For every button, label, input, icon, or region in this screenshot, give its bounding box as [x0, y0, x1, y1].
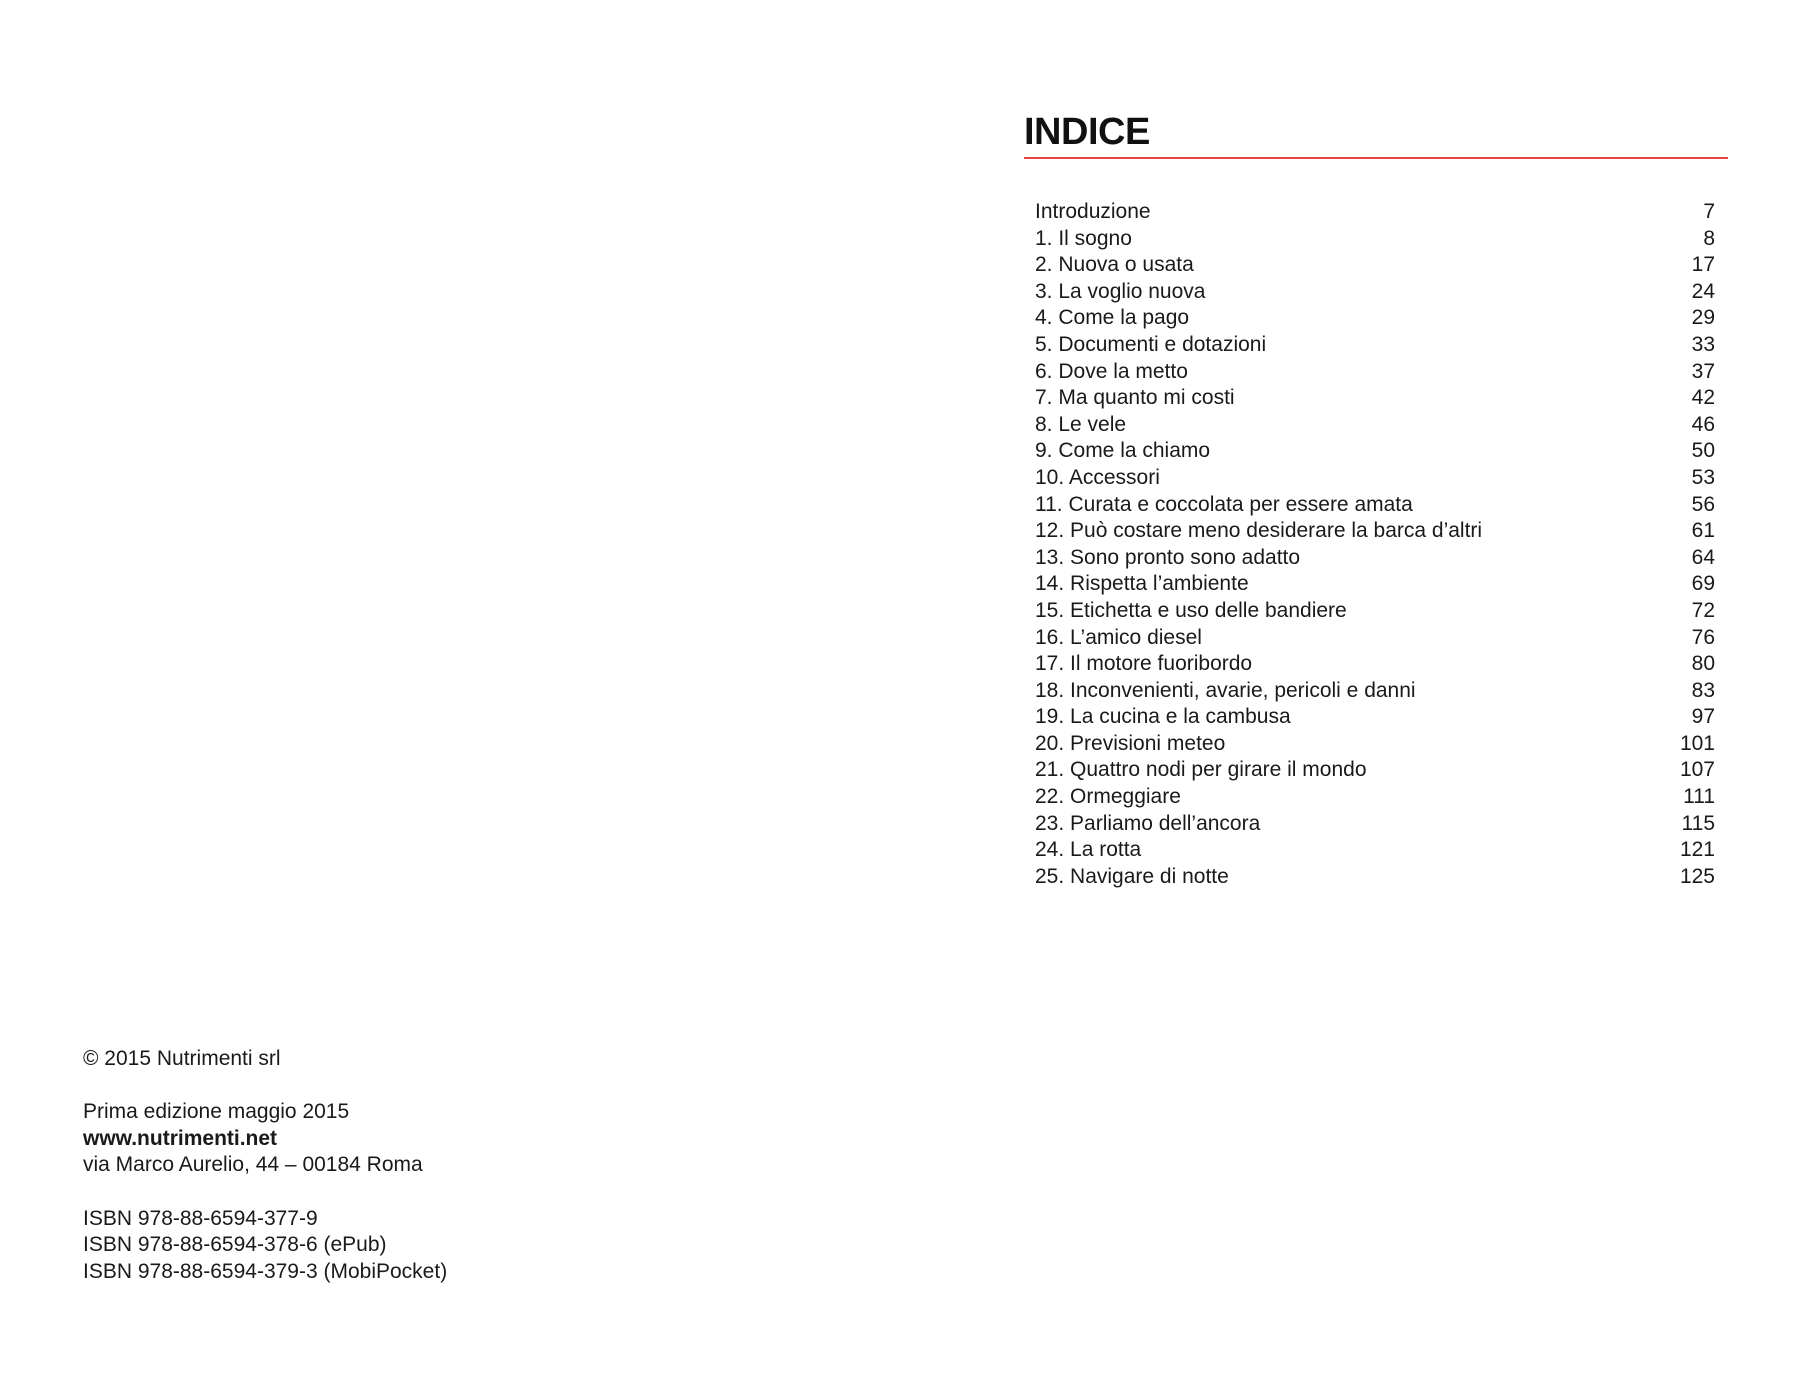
- toc-entry-label: 18. Inconvenienti, avarie, pericoli e danni: [1035, 678, 1416, 702]
- toc-entry-page: 83: [1691, 678, 1715, 702]
- toc-entry-label: 24. La rotta: [1035, 838, 1142, 862]
- toc-entry: [1035, 864, 1715, 891]
- publisher-address: via Marco Aurelio, 44 – 00184 Roma: [83, 1153, 423, 1177]
- toc-entry-page: 115: [1681, 811, 1715, 835]
- toc-entry-label: 4. Come la pago: [1035, 306, 1190, 330]
- toc-entry: [1035, 359, 1715, 386]
- toc-entry-label: 22. Ormeggiare: [1035, 785, 1181, 809]
- toc-entry-label: 19. La cucina e la cambusa: [1035, 705, 1291, 729]
- toc-entry-label: 14. Rispetta l’ambiente: [1035, 572, 1249, 596]
- spacer: [83, 1179, 447, 1206]
- toc-entry: [1035, 837, 1715, 864]
- toc-entry-page: 7: [1703, 200, 1715, 223]
- copyright-line: © 2015 Nutrimenti srl: [83, 1047, 281, 1070]
- toc-entry-page: 80: [1691, 652, 1715, 676]
- toc-entry-page: 72: [1691, 598, 1715, 622]
- toc-entry: [1035, 811, 1715, 838]
- toc-entry-page: 97: [1691, 705, 1715, 729]
- spacer: [83, 1073, 447, 1100]
- toc-entry: [1035, 518, 1715, 545]
- toc-entry: [1035, 731, 1715, 758]
- toc-entry-page: 61: [1691, 519, 1715, 543]
- toc-entry: [1035, 545, 1715, 572]
- toc-entry-label: 7. Ma quanto mi costi: [1035, 386, 1235, 410]
- toc-entry-label: Introduzione: [1035, 200, 1151, 223]
- toc-entry-page: 17: [1691, 253, 1715, 277]
- toc-entry: [1035, 651, 1715, 678]
- toc-entry-page: 64: [1691, 545, 1715, 569]
- toc-entry-label: 16. L’amico diesel: [1035, 625, 1202, 649]
- toc-entry: [1035, 704, 1715, 731]
- toc-entry-label: 8. Le vele: [1035, 412, 1127, 436]
- toc-entry-page: 46: [1691, 412, 1715, 436]
- toc-entry-page: 111: [1683, 785, 1715, 809]
- toc-entry-page: 37: [1691, 359, 1715, 383]
- toc-entry: [1035, 465, 1715, 492]
- toc-entry: [1035, 226, 1715, 253]
- toc-entry: [1035, 305, 1715, 332]
- isbn-mobipocket: ISBN 978-88-6594-379-3 (MobiPocket): [83, 1259, 448, 1283]
- toc-entry: [1035, 199, 1715, 226]
- toc-entry-label: 17. Il motore fuoribordo: [1035, 652, 1253, 676]
- toc-entry: [1035, 492, 1715, 519]
- toc-entry-label: 3. La voglio nuova: [1035, 279, 1206, 303]
- toc-entry-label: 1. Il sogno: [1035, 226, 1132, 250]
- toc-entry-page: 29: [1691, 306, 1715, 330]
- toc-entry-label: 12. Può costare meno desiderare la barca d’altri: [1035, 519, 1483, 543]
- toc-title: INDICE: [1024, 111, 1150, 153]
- toc-entry-label: 23. Parliamo dell’ancora: [1035, 811, 1261, 835]
- toc-entry-label: 25. Navigare di notte: [1035, 864, 1229, 888]
- toc-entry: [1035, 571, 1715, 598]
- edition-line: Prima edizione maggio 2015: [83, 1100, 350, 1124]
- toc-entry-label: 6. Dove la metto: [1035, 359, 1188, 383]
- toc-entries: [1035, 199, 1715, 890]
- toc-entry-page: 42: [1691, 386, 1715, 410]
- toc-entry-page: 56: [1691, 492, 1715, 516]
- toc-entry: [1035, 438, 1715, 465]
- toc-entry-page: 24: [1691, 279, 1715, 303]
- toc-entry-page: 53: [1691, 465, 1715, 489]
- toc-entry: [1035, 598, 1715, 625]
- toc-entry-page: 125: [1679, 864, 1715, 888]
- toc-entry: [1035, 252, 1715, 279]
- toc-entry-label: 15. Etichetta e uso delle bandiere: [1035, 598, 1347, 622]
- toc-entry-label: 21. Quattro nodi per girare il mondo: [1035, 758, 1367, 782]
- toc-entry-label: 9. Come la chiamo: [1035, 439, 1211, 463]
- toc-entry-label: 10. Accessori: [1035, 465, 1160, 489]
- toc-entry: [1035, 412, 1715, 439]
- toc-entry-page: 33: [1691, 332, 1715, 356]
- toc-entry-page: 107: [1679, 758, 1715, 782]
- toc-entry-label: 2. Nuova o usata: [1035, 253, 1194, 277]
- isbn-print: ISBN 978-88-6594-377-9: [83, 1206, 318, 1230]
- toc-entry-page: 101: [1679, 731, 1715, 755]
- isbn-epub: ISBN 978-88-6594-378-6 (ePub): [83, 1233, 387, 1257]
- toc-entry: [1035, 385, 1715, 412]
- toc-entry: [1035, 757, 1715, 784]
- toc-entry-label: 20. Previsioni meteo: [1035, 731, 1226, 755]
- toc-entry: [1035, 784, 1715, 811]
- toc-entry-label: 13. Sono pronto sono adatto: [1035, 545, 1301, 569]
- toc-entry: [1035, 332, 1715, 359]
- toc-entry-page: 121: [1679, 838, 1715, 862]
- toc-entry-page: 69: [1691, 572, 1715, 596]
- table-of-contents: [1024, 110, 1728, 890]
- imprint-block: [83, 1046, 447, 1285]
- toc-entry: [1035, 678, 1715, 705]
- toc-entry-page: 50: [1691, 439, 1715, 463]
- toc-entry-label: 11. Curata e coccolata per essere amata: [1035, 492, 1413, 516]
- toc-entry-page: 76: [1691, 625, 1715, 649]
- toc-entry-page: 8: [1703, 226, 1715, 250]
- publisher-website: www.nutrimenti.net: [83, 1126, 278, 1150]
- toc-title-rule: [1024, 157, 1728, 159]
- toc-entry: [1035, 625, 1715, 652]
- toc-entry: [1035, 279, 1715, 306]
- toc-entry-label: 5. Documenti e dotazioni: [1035, 332, 1267, 356]
